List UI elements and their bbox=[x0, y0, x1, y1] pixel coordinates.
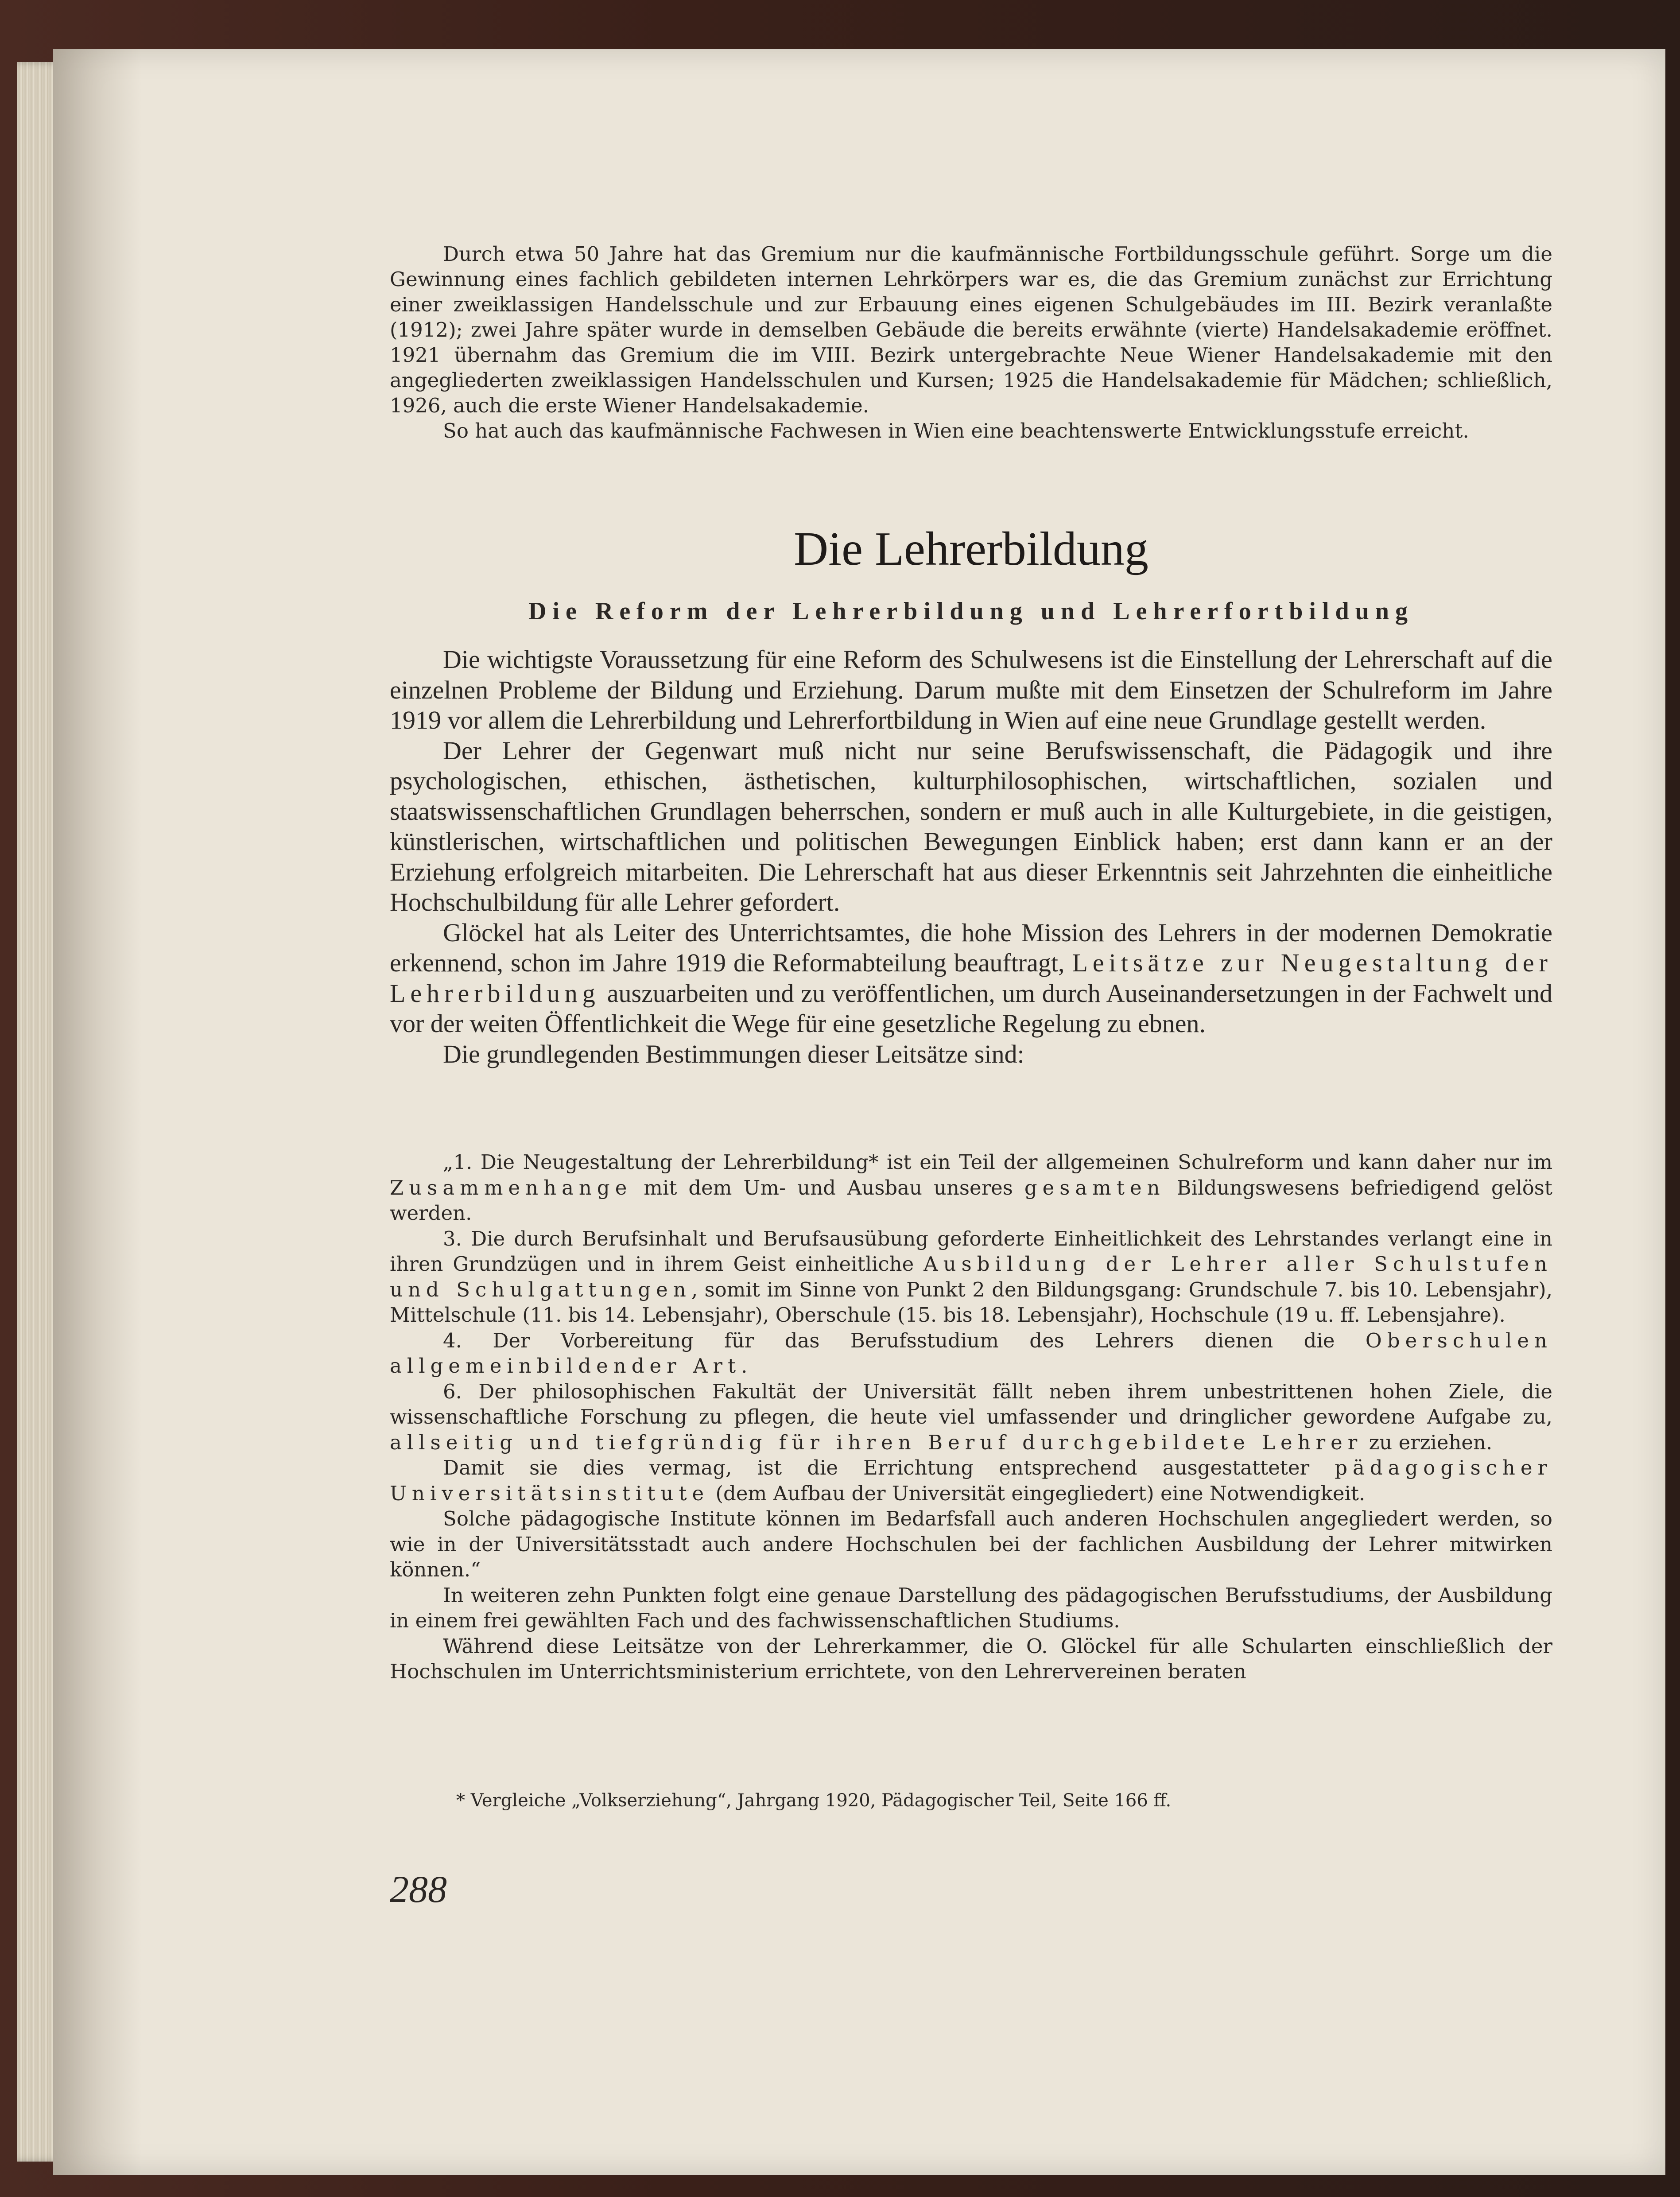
body-paragraph-2: Der Lehrer der Gegenwart muß nicht nur seine Berufswissenschaft, die Pädagogik und ihre psychologischen, ethischen, ästhetischen, kulturphilosophischen, wirtschaftlichen, sozialen und staatswissenschaftlichen Grundlagen beherrschen, sondern er muß auch in alle Kulturgebiete, in die geistigen, künstlerischen, wirtschaftlichen und politischen Bewegungen Einblick haben; erst dann kann er an der Erziehung erfolgreich mitarbeiten. Die Lehrerschaft hat aus dieser Erkenntnis seit Jahrzehnten die einheitliche Hochschulbildung für alle Lehrer gefordert. bbox=[390, 736, 1552, 916]
principle-8: Solche pädagogische Institute können im Bedarfsfall auch anderen Hochschulen angegliedert werden, so wie in der Universitätsstadt auch andere Hochschulen bei der fachlichen Ausbildung der Lehrer mitwirken können.“ bbox=[390, 1507, 1552, 1581]
intro-section bbox=[390, 241, 1552, 443]
principle-4-text-a: 4. Der Vorbereitung für das Berufsstudium des Lehrers dienen die bbox=[443, 1328, 1335, 1352]
principle-1-text-a: „1. Die Neugestaltung der Lehrerbildung* ist ein Teil der allgemeinen Schulreform und kann daher nur im bbox=[443, 1150, 1552, 1174]
principle-7-text-a: Damit sie dies vermag, ist die Errichtung entsprechend ausgestatteter bbox=[443, 1456, 1310, 1479]
principle-1-text-b: mit dem Um- und Ausbau unseres bbox=[644, 1176, 1013, 1199]
body-p3-text-b: auszuarbeiten und zu veröffentlichen, um durch Auseinandersetzungen in der Fachwelt und vor der weiten Öffentlichkeit die Wege für eine gesetzliche Regelung zu ebnen. bbox=[390, 978, 1553, 1038]
principle-1 bbox=[390, 1149, 1552, 1226]
principle-3 bbox=[390, 1226, 1552, 1328]
principle-3-text-a: 3. Die durch Berufsinhalt und Berufsausübung geforderte Einheitlichkeit des Lehrstandes verlangt eine in ihren Grundzügen und in ihrem Geist einheitliche bbox=[390, 1227, 1552, 1276]
principle-4-spaced: Oberschulen allgemeinbildender Art bbox=[390, 1328, 1553, 1378]
principle-1-text-c: Bildungswesens befriedigend gelöst werden. bbox=[390, 1176, 1552, 1225]
principle-7-spaced: pädagogischer Universitätsinstitute bbox=[390, 1456, 1552, 1505]
main-body bbox=[390, 644, 1552, 1069]
principle-4 bbox=[390, 1328, 1552, 1379]
principle-3-spaced: Ausbildung der Lehrer aller Schulstufen und Schulgattungen bbox=[390, 1252, 1552, 1301]
section-subheading: Die Reform der Lehrerbildung und Lehrerfortbildung bbox=[528, 598, 1414, 625]
principle-7-text-b: (dem Aufbau der Universität eingegliedert) eine Notwendigkeit. bbox=[715, 1481, 1366, 1505]
body-p3-text-a: Glöckel hat als Leiter des Unterrichtsamtes, die hohe Mission des Lehrers in der modernen Demokratie erkennend, schon im Jahre 1919 die Reformabteilung beauftragt, bbox=[390, 918, 1552, 977]
chapter-heading: Die Lehrerbildung bbox=[794, 523, 1148, 575]
body-p3-spaced: Leitsätze zur Neugestaltung der Lehrerbildung bbox=[390, 948, 1552, 1008]
quoted-principles bbox=[390, 1149, 1552, 1685]
principle-4-text-b: . bbox=[741, 1354, 748, 1378]
page-number: 288 bbox=[390, 1868, 447, 1910]
principle-6 bbox=[390, 1379, 1552, 1456]
principle-6-spaced: allseitig und tiefgründig für ihren Beruf durchgebildete Lehrer bbox=[390, 1430, 1363, 1454]
principle-3-text-b: , somit im Sinne von Punkt 2 den Bildungsgang: Grundschule 7. bis 10. Lebensjahr), Mittelschule (11. bis 14. Lebensjahr), Oberschule (15. bis 18. Lebensjahr), Hochschule (19 u. ff. Lebensjahre). bbox=[390, 1277, 1552, 1327]
intro-paragraph-2: So hat auch das kaufmännische Fachwesen in Wien eine beachtenswerte Entwicklungsstufe erreicht. bbox=[443, 419, 1469, 443]
closing-paragraph-2: Während diese Leitsätze von der Lehrerkammer, die O. Glöckel für alle Schularten einschließlich der Hochschulen im Unterrichtsministerium errichtete, von den Lehrervereinen beraten bbox=[390, 1634, 1552, 1683]
footnote: * Vergleiche „Volkserziehung“, Jahrgang 1920, Pädagogischer Teil, Seite 166 ff. bbox=[456, 1790, 1172, 1811]
intro-paragraph-1: Durch etwa 50 Jahre hat das Gremium nur die kaufmännische Fortbildungsschule geführt. Sorge um die Gewinnung eines fachlich gebildeten internen Lehrkörpers war es, die das Gremium zunächst zur Errichtung einer zweiklassigen Handelsschule und zur Erbauung eines eigenen Schulgebäudes im III. Bezirk veranlaßte (1912); zwei Jahre später wurde in demselben Gebäude die bereits erwähnte (vierte) Handelsakademie eröffnet. 1921 übernahm das Gremium die im VIII. Bezirk untergebrachte Neue Wiener Handelsakademie mit den angegliederten zweiklassigen Handelsschulen und Kursen; 1925 die Handelsakademie für Mädchen; schließlich, 1926, auch die erste Wiener Handelsakademie. bbox=[390, 242, 1552, 417]
principle-7 bbox=[390, 1455, 1552, 1506]
principle-6-text-a: 6. Der philosophischen Fakultät der Universität fällt neben ihrem unbestrittenen hohen Ziele, die wissenschaftliche Forschung zu pflegen, die heute viel umfassender und dringlicher gewordene Aufgabe zu, bbox=[390, 1379, 1552, 1428]
principle-6-text-b: zu erziehen. bbox=[1369, 1430, 1493, 1454]
principle-1-spaced-1: Zusammenhange bbox=[390, 1176, 632, 1199]
principle-1-spaced-2: gesamten bbox=[1024, 1176, 1165, 1199]
body-paragraph-3 bbox=[390, 918, 1552, 1039]
body-paragraph-1: Die wichtigste Voraussetzung für eine Reform des Schulwesens ist die Einstellung der Lehrerschaft auf die einzelnen Probleme der Bildung und Erziehung. Darum mußte mit dem Einsetzen der Schulreform im Jahre 1919 vor allem die Lehrerbildung und Lehrerfortbildung in Wien auf eine neue Grundlage gestellt werden. bbox=[390, 645, 1552, 734]
closing-paragraph-1: In weiteren zehn Punkten folgt eine genaue Darstellung des pädagogischen Berufsstudiums, der Ausbildung in einem frei gewählten Fach und des fachwissenschaftlichen Studiums. bbox=[390, 1583, 1552, 1632]
body-paragraph-4: Die grundlegenden Bestimmungen dieser Leitsätze sind: bbox=[443, 1039, 1024, 1068]
gutter-shadow bbox=[53, 49, 142, 2175]
